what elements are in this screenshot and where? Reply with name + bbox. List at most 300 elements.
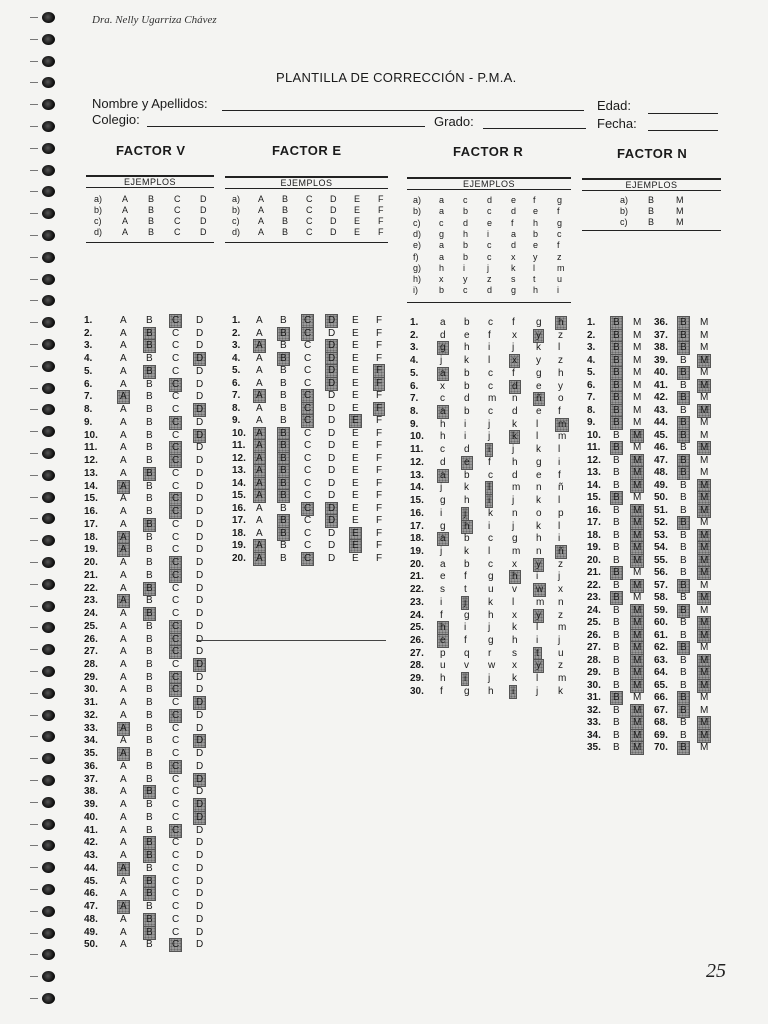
item-number: 41.	[654, 379, 668, 391]
item-number: 28.	[84, 658, 98, 670]
option: D	[328, 465, 336, 476]
option: D	[328, 377, 336, 389]
option: i	[557, 285, 559, 296]
option: i	[558, 456, 561, 468]
option: f	[440, 609, 443, 621]
item-number: i)	[413, 285, 418, 296]
spiral-ring	[42, 644, 55, 655]
item-number: 4.	[84, 353, 93, 365]
option: B	[680, 729, 687, 741]
option: y	[533, 251, 538, 262]
item-number: 19.	[587, 542, 601, 553]
item-number: 52.	[654, 517, 668, 528]
option: C	[172, 875, 180, 887]
item-number: b)	[413, 206, 422, 217]
option: E	[352, 415, 359, 426]
option: j	[440, 355, 443, 367]
option: x	[512, 329, 517, 341]
item-number: 69.	[654, 729, 668, 741]
option: e	[440, 635, 446, 646]
spiral-ring	[42, 208, 55, 219]
option: B	[280, 515, 287, 526]
factor-e-heading: FACTOR E	[272, 143, 342, 158]
option: D	[196, 684, 204, 696]
option: M	[700, 392, 709, 403]
option: B	[146, 557, 153, 569]
factor-v-heading: FACTOR V	[116, 143, 186, 158]
option: M	[700, 642, 709, 653]
option: z	[558, 558, 563, 570]
option: B	[282, 227, 289, 237]
option: C	[174, 227, 181, 237]
item-number: 37.	[654, 329, 668, 341]
option: k	[536, 444, 541, 456]
option: c	[463, 285, 468, 296]
item-number: 49.	[654, 479, 668, 491]
option: F	[376, 315, 383, 326]
spiral-ring	[42, 470, 55, 481]
option: B	[282, 216, 289, 226]
option: b	[463, 251, 469, 262]
option: C	[304, 352, 312, 364]
option: C	[306, 227, 313, 237]
option: C	[172, 735, 180, 747]
spiral-ring	[42, 949, 55, 960]
option: b	[464, 533, 470, 545]
ejemplos-end-v	[86, 242, 214, 243]
option: C	[304, 402, 312, 414]
option: A	[120, 658, 127, 670]
option: B	[280, 402, 287, 414]
option: B	[280, 527, 287, 539]
option: D	[196, 786, 204, 798]
option: c	[488, 558, 493, 570]
option: B	[146, 493, 153, 505]
option: C	[172, 327, 180, 339]
option: B	[146, 697, 153, 709]
option: y	[536, 609, 541, 621]
option: C	[172, 569, 180, 581]
edad-line	[648, 113, 718, 114]
option: k	[512, 673, 517, 685]
option: B	[648, 217, 655, 227]
item-number: 25.	[84, 620, 98, 632]
option: A	[120, 837, 127, 849]
option: E	[354, 205, 361, 215]
option: F	[376, 365, 383, 376]
item-number: 2.	[587, 329, 596, 341]
option: F	[376, 527, 383, 539]
item-number: a)	[94, 194, 103, 204]
item-number: 13.	[84, 467, 98, 479]
spiral-tick	[30, 104, 38, 105]
item-number: 16.	[232, 502, 246, 514]
option: M	[700, 354, 709, 366]
spiral-tick	[30, 998, 38, 999]
spiral-tick	[30, 475, 38, 476]
option: l	[488, 482, 491, 494]
ejemplos-label-e: EJEMPLOS	[280, 178, 333, 188]
option: B	[680, 654, 687, 666]
option: E	[352, 490, 359, 501]
option: C	[304, 540, 312, 551]
option: k	[464, 482, 469, 494]
option: e	[536, 469, 542, 481]
option: ñ	[558, 482, 564, 494]
option: l	[536, 431, 539, 443]
option: E	[352, 402, 359, 414]
option: y	[558, 380, 563, 392]
item-number: 5.	[410, 367, 419, 379]
option: C	[304, 490, 312, 501]
option: A	[120, 353, 127, 365]
option: C	[172, 608, 180, 620]
option: B	[613, 667, 620, 678]
option: D	[196, 315, 204, 326]
option: M	[700, 692, 709, 703]
option: C	[174, 205, 181, 215]
option: M	[633, 629, 642, 641]
option: g	[464, 609, 470, 621]
option: C	[172, 760, 180, 772]
option: D	[200, 205, 207, 215]
option: b	[464, 380, 470, 392]
option: D	[328, 440, 336, 451]
option: M	[676, 206, 684, 216]
spiral-ring	[42, 731, 55, 742]
item-number: 17.	[410, 520, 424, 532]
option: D	[196, 735, 204, 747]
option: B	[146, 569, 153, 581]
ejemplos-end-e	[225, 242, 388, 243]
option: D	[196, 888, 204, 900]
option: j	[440, 545, 443, 557]
option: B	[680, 679, 687, 691]
option: q	[464, 647, 470, 659]
colegio-line	[147, 126, 425, 127]
option: i	[464, 418, 467, 430]
item-number: 13.	[232, 465, 246, 476]
option: A	[120, 404, 127, 416]
option: F	[378, 227, 384, 237]
item-number: 7.	[587, 392, 596, 403]
option: B	[280, 502, 287, 514]
item-number: 29.	[410, 673, 424, 685]
option: C	[172, 340, 180, 352]
option: f	[557, 240, 560, 251]
option: C	[304, 527, 312, 539]
option: e	[464, 456, 470, 468]
option: D	[196, 837, 204, 849]
item-number: 60.	[654, 617, 668, 628]
item-number: 46.	[654, 442, 668, 453]
option: B	[680, 542, 687, 553]
option: C	[172, 467, 180, 479]
option: C	[306, 194, 313, 204]
option: v	[512, 584, 517, 596]
option: B	[613, 554, 620, 566]
item-number: b)	[94, 205, 103, 215]
option: a	[439, 251, 445, 262]
item-number: 9.	[587, 417, 596, 428]
option: g	[488, 635, 494, 646]
option: B	[613, 642, 620, 653]
option: t	[533, 274, 536, 285]
option: B	[146, 506, 153, 518]
option: i	[488, 342, 491, 354]
option: A	[258, 205, 265, 215]
option: A	[120, 646, 127, 658]
option: f	[557, 206, 560, 217]
option: h	[464, 342, 470, 354]
item-number: 25.	[587, 617, 601, 628]
option: e	[511, 195, 517, 205]
option: B	[680, 417, 687, 428]
option: M	[700, 592, 709, 603]
spiral-ring	[42, 121, 55, 132]
option: h	[533, 285, 539, 296]
option: A	[120, 608, 127, 620]
ejemplos-end-r	[407, 302, 571, 303]
item-number: a)	[232, 194, 241, 204]
option: M	[633, 454, 642, 466]
option: b	[463, 206, 469, 217]
item-number: 67.	[654, 704, 668, 716]
option: x	[511, 251, 516, 262]
item-number: 8.	[232, 402, 241, 414]
option: D	[196, 811, 204, 823]
option: C	[172, 811, 180, 823]
option: a	[440, 558, 446, 570]
option: D	[196, 404, 204, 416]
spiral-ring	[42, 186, 55, 197]
option: B	[280, 427, 287, 439]
option: B	[613, 517, 620, 528]
option: D	[328, 552, 336, 564]
option: B	[146, 824, 153, 836]
option: A	[120, 773, 127, 785]
option: A	[120, 378, 127, 390]
option: h	[464, 495, 470, 507]
item-number: c)	[94, 216, 102, 226]
item-number: 44.	[654, 417, 668, 428]
option: M	[700, 579, 709, 591]
option: B	[680, 504, 687, 516]
item-number: 42.	[84, 837, 98, 849]
option: B	[146, 620, 153, 632]
spiral-ring	[42, 819, 55, 830]
option: C	[304, 515, 312, 526]
option: D	[196, 646, 204, 658]
option: B	[282, 194, 289, 204]
item-number: 4.	[410, 355, 419, 367]
option: F	[376, 477, 383, 489]
option: B	[146, 633, 153, 645]
option: D	[196, 697, 204, 709]
option: B	[280, 552, 287, 564]
option: i	[488, 495, 491, 507]
option: C	[172, 620, 180, 632]
page-title: PLANTILLA DE CORRECCIÓN - P.M.A.	[276, 70, 517, 85]
item-number: 55.	[654, 554, 668, 566]
item-number: 31.	[587, 692, 601, 703]
option: B	[680, 642, 687, 653]
item-number: 15.	[587, 492, 601, 503]
option: M	[700, 604, 709, 616]
option: M	[700, 342, 709, 353]
option: D	[196, 569, 204, 581]
option: B	[146, 455, 153, 467]
spiral-tick	[30, 954, 38, 955]
option: M	[633, 579, 642, 591]
option: A	[256, 502, 263, 514]
option: k	[488, 507, 493, 519]
spiral-tick	[30, 366, 38, 367]
option: B	[680, 592, 687, 603]
option: D	[328, 527, 336, 539]
spiral-tick	[30, 693, 38, 694]
spiral-tick	[30, 148, 38, 149]
item-number: 2.	[410, 329, 419, 341]
option: A	[120, 480, 127, 492]
option: M	[633, 329, 642, 341]
option: s	[511, 274, 516, 285]
option: D	[196, 378, 204, 390]
option: f	[512, 317, 515, 328]
option: C	[172, 416, 180, 428]
option: B	[146, 684, 153, 696]
option: v	[464, 660, 469, 672]
spiral-ring	[42, 601, 55, 612]
option: D	[196, 926, 204, 938]
option: D	[196, 557, 204, 569]
option: k	[536, 342, 541, 354]
option: A	[120, 506, 127, 518]
option: B	[146, 748, 153, 760]
option: l	[558, 342, 561, 354]
option: A	[120, 518, 127, 530]
item-number: 46.	[84, 888, 98, 900]
option: A	[258, 227, 265, 237]
item-number: 1.	[232, 315, 241, 326]
ejemplos-label-v: EJEMPLOS	[123, 177, 176, 187]
option: n	[536, 545, 542, 557]
option: j	[512, 444, 515, 456]
option: A	[120, 748, 127, 760]
option: C	[172, 799, 180, 811]
option: B	[146, 340, 153, 352]
option: k	[512, 431, 517, 443]
option: c	[488, 406, 493, 418]
spiral-ring	[42, 143, 55, 154]
option: D	[196, 353, 204, 365]
option: a	[439, 240, 445, 251]
option: D	[196, 773, 204, 785]
option: A	[120, 569, 127, 581]
option: D	[196, 442, 204, 454]
option: C	[172, 353, 180, 365]
option: d	[511, 240, 517, 251]
item-number: 21.	[587, 567, 601, 578]
item-number: d)	[94, 227, 103, 237]
option: k	[464, 355, 469, 367]
option: B	[146, 862, 153, 874]
option: F	[378, 216, 384, 226]
spiral-tick	[30, 344, 38, 345]
option: m	[488, 393, 497, 405]
item-number: 8.	[84, 404, 93, 416]
option: A	[120, 582, 127, 594]
spiral-ring	[42, 797, 55, 808]
item-number: 27.	[410, 647, 424, 659]
option: A	[120, 429, 127, 441]
option: g	[440, 342, 446, 354]
item-number: 19.	[84, 544, 98, 556]
spiral-ring	[42, 77, 55, 88]
option: E	[352, 540, 359, 551]
item-number: 23.	[84, 595, 98, 607]
item-number: 6.	[232, 377, 241, 389]
spiral-tick	[30, 933, 38, 934]
option: n	[558, 596, 564, 608]
item-number: d)	[413, 228, 422, 239]
spiral-tick	[30, 126, 38, 127]
spiral-ring	[42, 753, 55, 764]
option: C	[172, 455, 180, 467]
item-number: 7.	[410, 393, 419, 405]
spiral-tick	[30, 497, 38, 498]
option: g	[557, 217, 563, 228]
option: B	[613, 717, 620, 728]
option: j	[512, 342, 515, 354]
spiral-tick	[30, 61, 38, 62]
option: l	[558, 444, 561, 456]
option: A	[256, 315, 263, 326]
spiral-tick	[30, 715, 38, 716]
spiral-tick	[30, 17, 38, 18]
option: F	[376, 415, 383, 426]
item-number: 23.	[587, 592, 601, 603]
item-number: e)	[413, 240, 422, 251]
option: C	[172, 837, 180, 849]
option: B	[146, 811, 153, 823]
option: e	[487, 217, 493, 228]
option: i	[536, 635, 539, 646]
option: B	[613, 367, 620, 378]
option: f	[533, 195, 536, 205]
option: C	[172, 595, 180, 607]
option: i	[440, 596, 443, 608]
option: l	[536, 673, 539, 685]
option: j	[464, 596, 467, 608]
item-number: 63.	[654, 654, 668, 666]
item-number: 24.	[84, 608, 98, 620]
option: C	[304, 315, 312, 326]
option: M	[633, 654, 642, 666]
item-number: 58.	[654, 592, 668, 603]
option: B	[680, 354, 687, 366]
option: B	[613, 404, 620, 416]
option: D	[196, 875, 204, 887]
spiral-tick	[30, 606, 38, 607]
option: B	[146, 837, 153, 849]
option: A	[120, 913, 127, 925]
option: j	[488, 418, 491, 430]
item-number: 2.	[232, 327, 241, 339]
item-number: 12.	[587, 454, 601, 466]
item-number: 3.	[587, 342, 596, 353]
option: j	[558, 635, 561, 646]
